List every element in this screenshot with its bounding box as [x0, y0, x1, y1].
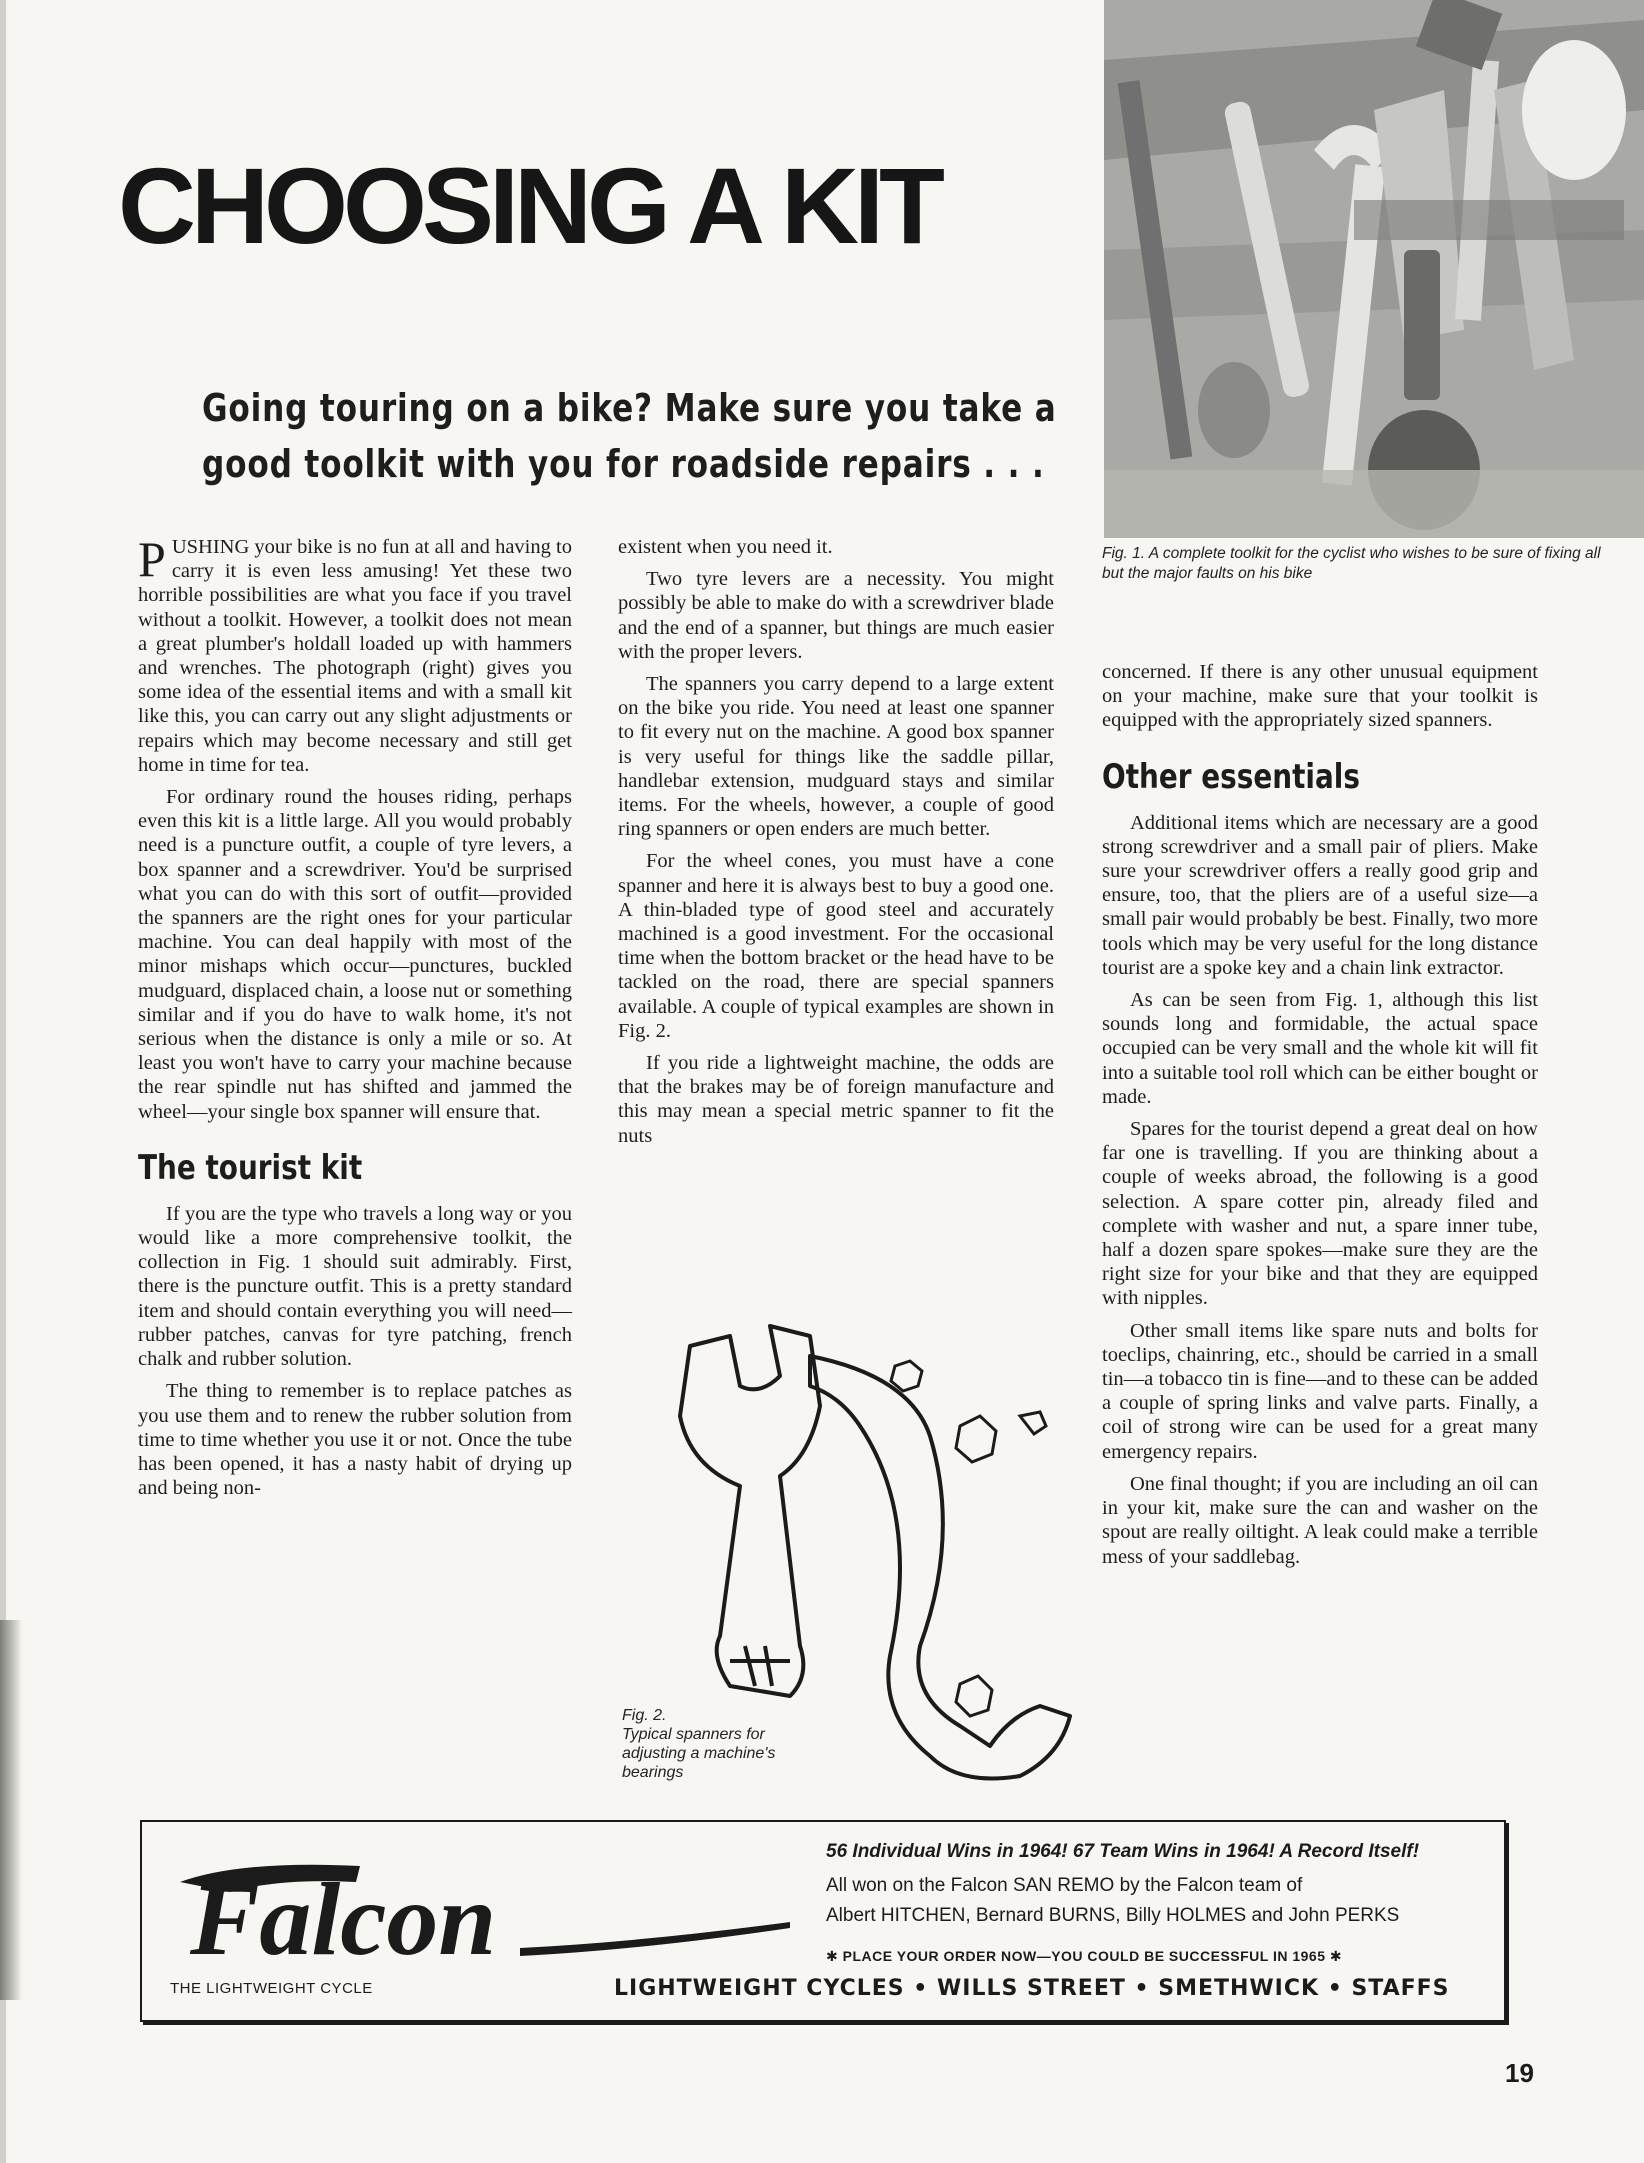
ad-riders-line: Albert HITCHEN, Bernard BURNS, Billy HOLMES and John PERKS — [826, 1905, 1400, 1926]
article-subtitle — [202, 380, 1057, 492]
caption-line: Fig. 2. — [622, 1707, 667, 1724]
ad-wins-line: 56 Individual Wins in 1964! 67 Team Wins in 1964! A Record Itself! — [826, 1841, 1420, 1862]
ad-address: LIGHTWEIGHT CYCLES • WILLS STREET • SMETHWICK • STAFFS — [614, 1976, 1450, 2001]
spanner-2-outline — [810, 1356, 1070, 1779]
caption-line: Typical spanners for — [622, 1726, 765, 1743]
column-3 — [1102, 660, 1538, 1577]
section-heading-other-essentials: Other essentials — [1102, 756, 1360, 797]
hex-nut-1 — [891, 1361, 922, 1391]
falcon-logo — [160, 1852, 800, 1980]
paragraph-text: USHING your bike is no fun at all and having to carry it is even less amusing! Yet these two horrible possibilities are what you face if you travel without a toolkit. However, a toolkit does not mean a great plumber's holdall loaded up with hammers and wrenches. The photograph (right) gives you some idea of the essential items and with a small kit like this, you can carry out any slight adjustments or repairs which may become necessary and still get home in time for tea. — [138, 536, 572, 776]
page-edge-shadow — [0, 1620, 22, 2000]
ad-tagline: THE LIGHTWEIGHT CYCLE — [170, 1980, 373, 1997]
paragraph: Two tyre levers are a necessity. You might possibly be able to make do with a screwdriver blade and the end of a spanner, but things are much easier with the proper levers. — [618, 568, 1054, 663]
hex-nut-4 — [956, 1676, 992, 1716]
page-number: 19 — [1505, 2058, 1534, 2088]
hex-nut-3 — [1020, 1412, 1046, 1434]
spanner-1-jaw — [730, 1646, 790, 1686]
paragraph: Spares for the tourist depend a great deal on how far one is travelling. If you are thinking about a couple of weeks abroad, the following is a good selection. A spare cotter pin, already filed and complete with washer and nut, a spare inner tube, half a dozen spare spokes—make sure they are the right size for your bike and that they are equipped with nipples. — [1102, 1118, 1538, 1310]
spanner-1-outline — [680, 1326, 820, 1696]
column-1 — [138, 531, 572, 1508]
figure-1-caption: Fig. 1. A complete toolkit for the cyclist who wishes to be sure of fixing all but the major faults on his bike — [1102, 545, 1601, 582]
paragraph: concerned. If there is any other unusual equipment on your machine, make sure that your toolkit is equipped with the appropriately sized spanners. — [1102, 661, 1538, 732]
falcon-logo-wordmark: Falcon — [190, 1862, 497, 1977]
ad-order-line: ✱ PLACE YOUR ORDER NOW—YOU COULD BE SUCCESSFUL IN 1965 ✱ — [826, 1948, 1343, 1964]
paragraph: As can be seen from Fig. 1, although this list sounds long and formidable, the actual space occupied can be very small and the whole kit will fit into a suitable tool roll which can be either bought or made. — [1102, 989, 1538, 1108]
paragraph: If you are the type who travels a long way or you would like a more comprehensive toolkit, the collection in Fig. 1 should suit admirably. First, there is the puncture outfit. This is a pretty standard item and should contain everything you will need—rubber patches, canvas for tyre patching, french chalk and rubber solution. — [138, 1202, 572, 1371]
subtitle-line-1: Going touring on a bike? Make sure you take a — [202, 386, 1057, 430]
paragraph: If you ride a lightweight machine, the odds are that the brakes may be of foreign manufacture and this may mean a special metric spanner to fit the nuts — [618, 1052, 1054, 1147]
paragraph: One final thought; if you are including an oil can in your kit, make sure the can and washer on the spout are really oiltight. A leak could make a terrible mess of your saddlebag. — [1102, 1472, 1538, 1568]
falcon-advertisement — [140, 1820, 1506, 2022]
caption-line: adjusting a machine's — [622, 1745, 776, 1762]
paragraph: existent when you need it. — [618, 536, 833, 558]
toolkit-photo-illustration — [1104, 0, 1644, 538]
drop-cap: P — [138, 531, 166, 587]
column-2 — [618, 535, 1054, 1156]
figure-2-caption — [622, 1706, 842, 1782]
paragraph: Other small items like spare nuts and bolts for toeclips, chainring, etc., should be carried in a small tin—a tobacco tin is fine—and to these can be added a couple of spring links and valve parts. Finally, a coil of strong wire can be used for a great many emergency repairs. — [1102, 1319, 1538, 1463]
ad-won-line: All won on the Falcon SAN REMO by the Falcon team of — [826, 1875, 1303, 1896]
hex-nut-2 — [956, 1416, 996, 1462]
paragraph: The thing to remember is to replace patches as you use them and to renew the rubber solution from time to time whether you use it or not. Once the tube has been opened, it has a nasty habit of drying up and being non- — [138, 1380, 572, 1500]
paragraph: Additional items which are necessary are a good strong screwdriver and a small pair of pliers. Make sure your screwdriver offers a really good grip and ensure, too, that the pliers are of a useful size—a small pair would probably be best. Finally, two more tools which may be very useful for the long distance tourist are a spoke key and a chain link extractor. — [1102, 811, 1538, 979]
section-heading-tourist-kit: The tourist kit — [138, 1147, 363, 1188]
paragraph: For the wheel cones, you must have a cone spanner and here it is always best to buy a good one. A thin-bladed type of good steel and accurately machined is a good investment. For the occasional time when the bottom bracket or the head have to be tackled on the road, there are special spanners available. A couple of typical examples are shown in Fig. 2. — [618, 850, 1054, 1042]
article-title: CHOOSING A KIT — [118, 145, 941, 266]
paragraph: The spanners you carry depend to a large extent on the bike you ride. You need at least one spanner to fit every nut on the machine. A good box spanner is very useful for things like the saddle pillar, handlebar extension, mudguard stays and similar items. For the wheels, however, a couple of good ring spanners or open enders are much better. — [618, 673, 1054, 841]
paragraph: For ordinary round the houses riding, perhaps even this kit is a little large. All you would probably need is a puncture outfit, a couple of tyre levers, a box spanner and a screwdriver. You'd be surprised what you can do with this sort of outfit—provided the spanners are the right ones for your particular machine. You can deal happily with most of the minor mishaps which occur—punctures, buckled mudguard, displaced chain, a loose nut or something similar and if you do have to walk home, it's not serious when the distance is only a mile or so. At least you won't have to carry your machine because the rear spindle nut has shifted and jammed the wheel—your single box spanner will ensure that. — [138, 786, 572, 1123]
caption-line: bearings — [622, 1764, 684, 1781]
paragraph — [138, 531, 572, 777]
subtitle-line-2: good toolkit with you for roadside repairs . . . — [202, 442, 1045, 486]
toolkit-photo — [1104, 0, 1644, 538]
